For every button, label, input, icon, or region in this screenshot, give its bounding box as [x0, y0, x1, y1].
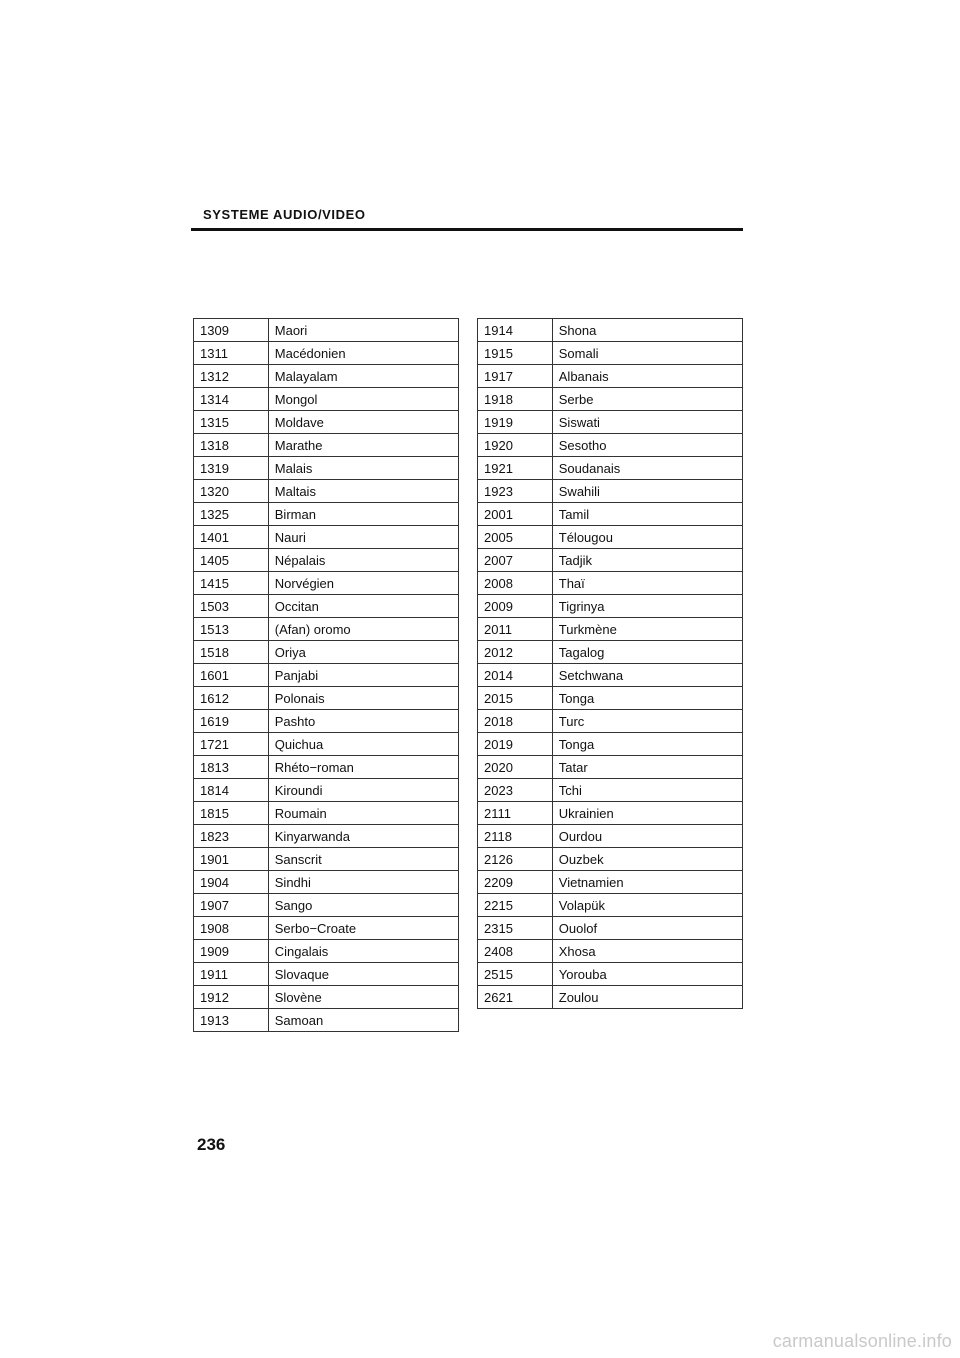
table-row — [478, 595, 743, 618]
language-name-cell: Tchi — [552, 779, 742, 802]
language-code-cell: 1823 — [194, 825, 269, 848]
language-name-cell: Tonga — [552, 687, 742, 710]
language-name-cell: Rhéto−roman — [268, 756, 458, 779]
table-row — [478, 549, 743, 572]
language-name-cell: Polonais — [268, 687, 458, 710]
language-name-cell: Occitan — [268, 595, 458, 618]
language-code-cell: 1813 — [194, 756, 269, 779]
language-name-cell: Ouzbek — [552, 848, 742, 871]
language-code-cell: 1907 — [194, 894, 269, 917]
language-code-cell: 1318 — [194, 434, 269, 457]
language-code-cell: 1909 — [194, 940, 269, 963]
table-row — [194, 388, 459, 411]
language-code-cell: 1901 — [194, 848, 269, 871]
language-code-cell: 1401 — [194, 526, 269, 549]
language-name-cell: Sango — [268, 894, 458, 917]
language-name-cell: Albanais — [552, 365, 742, 388]
table-row — [194, 825, 459, 848]
language-code-cell: 2118 — [478, 825, 553, 848]
language-name-cell: Tamil — [552, 503, 742, 526]
table-row — [478, 319, 743, 342]
table-row — [478, 572, 743, 595]
language-name-cell: Télougou — [552, 526, 742, 549]
language-code-cell: 1918 — [478, 388, 553, 411]
table-row — [194, 848, 459, 871]
table-row — [478, 618, 743, 641]
site-watermark: carmanualsonline.info — [772, 1331, 952, 1351]
language-code-cell: 1312 — [194, 365, 269, 388]
language-name-cell: Moldave — [268, 411, 458, 434]
language-code-cell: 1923 — [478, 480, 553, 503]
language-name-cell: Slovène — [268, 986, 458, 1009]
language-name-cell: Zoulou — [552, 986, 742, 1009]
table-row — [194, 526, 459, 549]
table-row — [194, 618, 459, 641]
language-name-cell: Norvégien — [268, 572, 458, 595]
language-code-cell: 2005 — [478, 526, 553, 549]
language-code-cell: 1913 — [194, 1009, 269, 1032]
language-code-cell: 1612 — [194, 687, 269, 710]
table-row — [194, 549, 459, 572]
language-code-cell: 1325 — [194, 503, 269, 526]
language-name-cell: (Afan) oromo — [268, 618, 458, 641]
language-code-cell: 1518 — [194, 641, 269, 664]
language-code-cell: 1917 — [478, 365, 553, 388]
table-row — [478, 411, 743, 434]
language-code-cell: 1619 — [194, 710, 269, 733]
table-row — [194, 917, 459, 940]
language-name-cell: Somali — [552, 342, 742, 365]
table-row — [194, 687, 459, 710]
table-row — [194, 779, 459, 802]
language-name-cell: Maltais — [268, 480, 458, 503]
table-row — [194, 940, 459, 963]
table-row — [478, 733, 743, 756]
language-code-cell: 2015 — [478, 687, 553, 710]
language-code-cell: 1309 — [194, 319, 269, 342]
language-code-cell: 2009 — [478, 595, 553, 618]
language-name-cell: Sanscrit — [268, 848, 458, 871]
language-name-cell: Malais — [268, 457, 458, 480]
language-name-cell: Malayalam — [268, 365, 458, 388]
table-row — [478, 917, 743, 940]
table-row — [194, 1009, 459, 1032]
language-code-cell: 1601 — [194, 664, 269, 687]
language-code-cell: 2315 — [478, 917, 553, 940]
language-name-cell: Kinyarwanda — [268, 825, 458, 848]
table-row — [194, 480, 459, 503]
language-name-cell: Shona — [552, 319, 742, 342]
table-row — [194, 756, 459, 779]
language-code-cell: 1311 — [194, 342, 269, 365]
language-name-cell: Serbe — [552, 388, 742, 411]
table-row — [194, 503, 459, 526]
language-name-cell: Yorouba — [552, 963, 742, 986]
table-row — [478, 894, 743, 917]
language-name-cell: Volapük — [552, 894, 742, 917]
language-name-cell: Oriya — [268, 641, 458, 664]
language-code-cell: 2018 — [478, 710, 553, 733]
table-row — [194, 894, 459, 917]
table-row — [478, 342, 743, 365]
table-row — [478, 963, 743, 986]
language-code-cell: 1503 — [194, 595, 269, 618]
language-name-cell: Tatar — [552, 756, 742, 779]
language-code-cell: 1721 — [194, 733, 269, 756]
table-row — [194, 664, 459, 687]
language-name-cell: Turc — [552, 710, 742, 733]
language-name-cell: Soudanais — [552, 457, 742, 480]
language-code-cell: 1319 — [194, 457, 269, 480]
language-name-cell: Cingalais — [268, 940, 458, 963]
language-name-cell: Tigrinya — [552, 595, 742, 618]
language-name-cell: Samoan — [268, 1009, 458, 1032]
language-code-cell: 1815 — [194, 802, 269, 825]
table-row — [194, 641, 459, 664]
language-code-cell: 1919 — [478, 411, 553, 434]
table-row — [478, 825, 743, 848]
language-name-cell: Quichua — [268, 733, 458, 756]
page-number: 236 — [197, 1135, 226, 1154]
table-row — [194, 365, 459, 388]
table-row — [478, 848, 743, 871]
language-name-cell: Nauri — [268, 526, 458, 549]
language-name-cell: Ourdou — [552, 825, 742, 848]
language-code-cell: 1315 — [194, 411, 269, 434]
language-name-cell: Pashto — [268, 710, 458, 733]
language-name-cell: Ouolof — [552, 917, 742, 940]
language-code-cell: 1814 — [194, 779, 269, 802]
section-title: SYSTEME AUDIO/VIDEO — [203, 207, 366, 222]
language-code-cell: 1904 — [194, 871, 269, 894]
table-row — [478, 710, 743, 733]
language-name-cell: Maori — [268, 319, 458, 342]
language-name-cell: Macédonien — [268, 342, 458, 365]
table-row — [194, 986, 459, 1009]
language-name-cell: Birman — [268, 503, 458, 526]
language-code-cell: 2209 — [478, 871, 553, 894]
language-name-cell: Vietnamien — [552, 871, 742, 894]
table-row — [194, 710, 459, 733]
table-row — [478, 986, 743, 1009]
language-name-cell: Mongol — [268, 388, 458, 411]
language-name-cell: Panjabi — [268, 664, 458, 687]
table-row — [194, 871, 459, 894]
table-row — [194, 411, 459, 434]
table-row — [194, 733, 459, 756]
table-row — [478, 641, 743, 664]
table-row — [194, 595, 459, 618]
language-code-table-right — [477, 318, 743, 1009]
language-code-cell: 2019 — [478, 733, 553, 756]
table-row — [478, 457, 743, 480]
language-name-cell: Sindhi — [268, 871, 458, 894]
language-code-cell: 2515 — [478, 963, 553, 986]
language-name-cell: Kiroundi — [268, 779, 458, 802]
table-row — [478, 526, 743, 549]
language-code-cell: 1405 — [194, 549, 269, 572]
language-name-cell: Setchwana — [552, 664, 742, 687]
language-name-cell: Marathe — [268, 434, 458, 457]
language-code-cell: 1320 — [194, 480, 269, 503]
language-code-cell: 2408 — [478, 940, 553, 963]
language-code-cell: 2020 — [478, 756, 553, 779]
table-row — [194, 319, 459, 342]
language-name-cell: Népalais — [268, 549, 458, 572]
language-code-cell: 2007 — [478, 549, 553, 572]
table-row — [478, 434, 743, 457]
language-code-cell: 2621 — [478, 986, 553, 1009]
language-name-cell: Turkmène — [552, 618, 742, 641]
table-row — [478, 365, 743, 388]
language-code-cell: 1915 — [478, 342, 553, 365]
language-name-cell: Siswati — [552, 411, 742, 434]
table-row — [478, 503, 743, 526]
table-row — [194, 434, 459, 457]
table-row — [478, 480, 743, 503]
language-name-cell: Tadjik — [552, 549, 742, 572]
language-name-cell: Xhosa — [552, 940, 742, 963]
language-name-cell: Serbo−Croate — [268, 917, 458, 940]
language-code-cell: 2001 — [478, 503, 553, 526]
table-row — [478, 802, 743, 825]
language-code-cell: 2008 — [478, 572, 553, 595]
table-row — [194, 342, 459, 365]
table-row — [478, 687, 743, 710]
language-name-cell: Slovaque — [268, 963, 458, 986]
language-code-cell: 2111 — [478, 802, 553, 825]
language-name-cell: Sesotho — [552, 434, 742, 457]
language-code-cell: 2126 — [478, 848, 553, 871]
language-code-cell: 1921 — [478, 457, 553, 480]
table-row — [478, 871, 743, 894]
table-row — [194, 457, 459, 480]
language-name-cell: Swahili — [552, 480, 742, 503]
language-code-cell: 1912 — [194, 986, 269, 1009]
table-row — [194, 802, 459, 825]
table-row — [478, 940, 743, 963]
language-code-cell: 2012 — [478, 641, 553, 664]
table-row — [478, 756, 743, 779]
language-code-cell: 1314 — [194, 388, 269, 411]
table-row — [478, 664, 743, 687]
language-code-cell: 2011 — [478, 618, 553, 641]
language-name-cell: Ukrainien — [552, 802, 742, 825]
language-code-cell: 1920 — [478, 434, 553, 457]
language-code-cell: 2023 — [478, 779, 553, 802]
language-code-cell: 1914 — [478, 319, 553, 342]
language-code-cell: 1908 — [194, 917, 269, 940]
language-code-cell: 2215 — [478, 894, 553, 917]
table-row — [478, 388, 743, 411]
language-name-cell: Roumain — [268, 802, 458, 825]
language-name-cell: Thaï — [552, 572, 742, 595]
table-row — [194, 963, 459, 986]
header-rule — [191, 228, 743, 231]
table-row — [478, 779, 743, 802]
language-code-table-left — [193, 318, 459, 1032]
language-code-cell: 1513 — [194, 618, 269, 641]
language-code-cell: 1415 — [194, 572, 269, 595]
language-name-cell: Tonga — [552, 733, 742, 756]
table-row — [194, 572, 459, 595]
language-code-cell: 2014 — [478, 664, 553, 687]
language-name-cell: Tagalog — [552, 641, 742, 664]
language-code-cell: 1911 — [194, 963, 269, 986]
